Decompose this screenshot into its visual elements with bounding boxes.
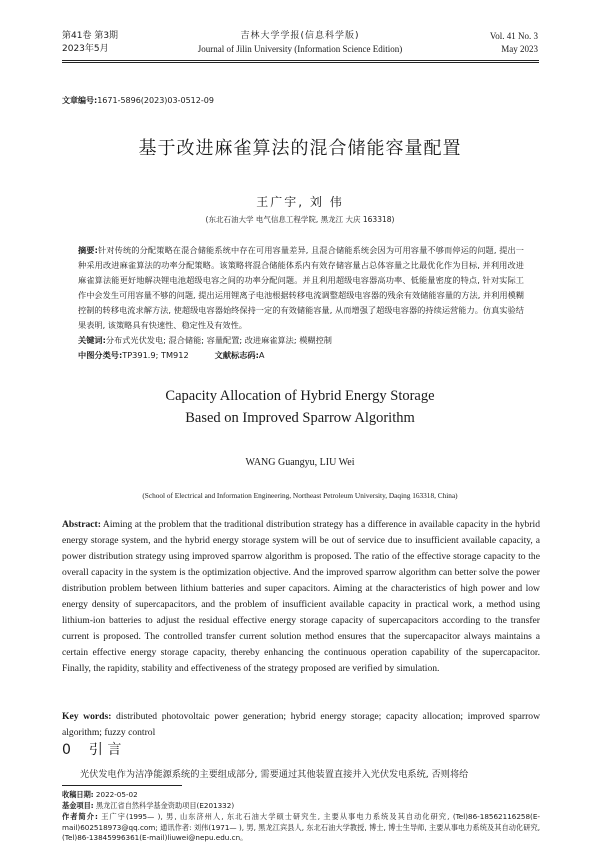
article-number — [62, 95, 214, 106]
classification — [78, 348, 524, 363]
abstract-cn — [78, 243, 524, 333]
header-rule-2 — [62, 62, 539, 63]
header-rule — [62, 60, 539, 61]
keywords-cn — [78, 333, 524, 348]
abstract-cn-text: 针对传统的分配策略在混合储能系统中存在可用容量差异, 且混合储能系统会因为可用容量不够而停运的问题, 提出一种采用改进麻雀算法的功率分配策略。该策略将混合储能体系内有效存储容量占总体容量之比最优化作为目标, 并利用改进麻雀算法能更好地解决锂电池超级电容之间的功率分配问题。并且利用超级电容器高功率、低能量密度的特点, 针对实际工作中会发生可用容量不够的问题, 提出运用锂离子电池根据转移电流调整超级电容器的残余有效储能容量的方法, 并利用模糊控制的转移电流求解方法, 使超级电容器始终保持一定的有效储能容量, 从而增强了超级电容器的持续运营能力。仿真实验结果表明, 该策略具有快速性、稳定性及有效性。 — [78, 245, 524, 330]
fund-label: 基金项目: — [62, 801, 94, 810]
bio-label: 作者简介: — [62, 812, 98, 821]
doc-code-value: A — [258, 350, 265, 360]
section-intro-title: 引 言 — [88, 742, 122, 758]
keywords-en-text: distributed photovoltaic power generation; hybrid energy storage; capacity allocation; improved sparrow algorithm; fuzzy control — [62, 711, 540, 738]
journal-title-en: Journal of Jilin University (Information Science Edition) — [197, 44, 403, 54]
authors-en: WANG Guangyu, LIU Wei — [245, 457, 355, 468]
article-number-label: 文章编号: — [62, 96, 98, 105]
section-intro-heading — [62, 740, 121, 760]
title-en-line-2: Based on Improved Sparrow Algorithm — [185, 410, 415, 426]
keywords-en-label: Key words: — [62, 711, 112, 722]
abstract-en — [62, 517, 540, 677]
footnote-fund — [62, 801, 540, 812]
keywords-en — [62, 709, 540, 741]
bio-text: 王广宇(1995— ), 男, 山东济州人, 东北石油大学硕士研究生, 主要从事电力系统及其自动化研究, (Tel)86-18562116258(E-mail)602518973@qq.com; 通讯作者: 刘伟(1971— ), 男, 黑龙江宾县人, 东北石油大学教授, 博士, 博士生导师, 主要从事电力系统及其自动化研究, (Tel)86-13845996361(E-mail)liuwei@nepu.edu.cn。 — [62, 812, 540, 842]
affiliation-cn: (东北石油大学 电气信息工程学院, 黑龙江 大庆 163318) — [205, 215, 395, 224]
section-intro-number: 0 — [62, 742, 71, 758]
keywords-cn-label: 关键词: — [78, 335, 106, 345]
fund-text: 黑龙江省自然科学基金资助项目(E201332) — [95, 801, 235, 810]
classification-label: 中图分类号: — [78, 350, 123, 360]
header-volume-en: Vol. 41 No. 3 — [489, 31, 538, 41]
header-volume-cn: 第41卷 第3期 — [62, 31, 119, 41]
affiliation-en: (School of Electrical and Information Engineering, Northeast Petroleum University, Daqing 163318, China) — [142, 491, 458, 500]
authors-cn: 王广宇, 刘 伟 — [256, 195, 344, 209]
footnote-rule — [62, 785, 182, 786]
received-label: 收稿日期: — [62, 790, 94, 799]
footnote-bio — [62, 812, 540, 844]
article-number-value: 1671-5896(2023)03-0512-09 — [97, 96, 214, 105]
abstract-en-label: Abstract: — [62, 519, 101, 530]
classification-value: TP391.9; TM912 — [122, 350, 189, 360]
journal-title-cn: 吉林大学学报(信息科学版) — [240, 31, 360, 41]
title-cn: 基于改进麻雀算法的混合储能容量配置 — [138, 138, 462, 159]
header-date-en: May 2023 — [501, 44, 538, 54]
doc-code-label: 文献标志码: — [214, 350, 259, 360]
abstract-en-text: Aiming at the problem that the traditional distribution strategy has a difference in available capacity in the hybrid energy storage system, and the hybrid energy storage system will be out of service due to insufficient available capacity, a power distribution strategy using improved sparrow algorithm is proposed. The ratio of the effective storage capacity to the overall capacity in the system is the optimization objective. And the improved sparrow algorithm can better solve the power distribution problem between lithium batteries and super capacitors. Aiming at the characteristics of high power and low energy density of supercapacitors, and the problem of insufficient available capacity in practical work, a method using lithium-ion batteries to adjust the residual effective energy storage capacity of supercapacitors according to the transfer current is proposed. The controlled transfer current solution method ensures that the supercapacitor always maintains a certain effective energy storage capacity, thereby enhancing the continuous operation capability of the supercapacitor. Finally, the rapidity, stability and effectiveness of the strategy proposed are verified by simulation. — [62, 519, 540, 674]
footnote-received — [62, 790, 540, 801]
header-date-cn: 2023年5月 — [62, 44, 109, 54]
title-en-line-1: Capacity Allocation of Hybrid Energy Storage — [165, 388, 435, 404]
received-date: 2022-05-02 — [95, 790, 138, 799]
abstract-cn-label: 摘要: — [78, 245, 98, 255]
keywords-cn-text: 分布式光伏发电; 混合储能; 容量配置; 改进麻雀算法; 模糊控制 — [105, 335, 332, 345]
intro-paragraph: 光伏发电作为洁净能源系统的主要组成部分, 需要通过其他装置直接并入光伏发电系统, 否则将给 — [80, 769, 469, 780]
